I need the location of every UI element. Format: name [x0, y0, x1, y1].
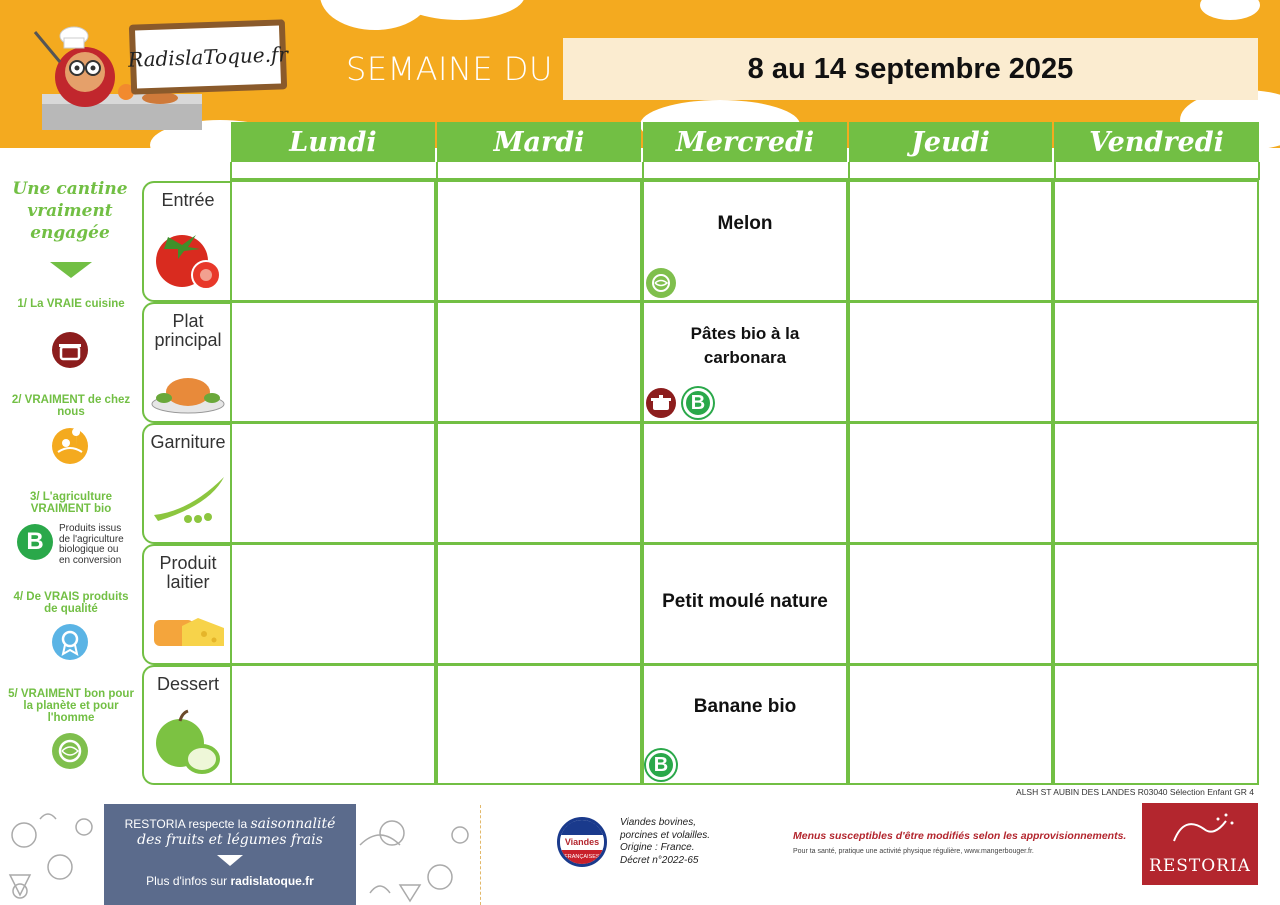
dish-dessert-mercredi: Banane bio — [693, 696, 797, 717]
sidebar-item-chez-nous: 2/ VRAIMENT de chez nous — [11, 394, 131, 418]
menu-cell — [230, 180, 436, 302]
tomato-icon — [154, 225, 224, 291]
local-farm-icon — [52, 428, 88, 464]
day-subheader — [642, 162, 848, 180]
day-header-mardi: Mardi — [437, 122, 641, 162]
planet-icon — [52, 733, 88, 769]
category-label: Dessert — [156, 674, 219, 694]
category-plat-principal — [142, 302, 232, 423]
category-entree — [142, 181, 232, 302]
menu-cell — [1053, 664, 1259, 785]
day-subheader — [848, 162, 1054, 180]
menu-cell — [436, 664, 642, 785]
restoria-emphasis: saisonnalité — [250, 816, 336, 832]
menu-cell — [1053, 422, 1259, 544]
category-label: Entrée — [161, 190, 215, 210]
bio-icon: B — [17, 524, 53, 560]
day-header-lundi: Lundi — [231, 122, 435, 162]
quality-medal-icon — [52, 624, 88, 660]
restoria-text: RESTORIA respecte la — [124, 817, 248, 831]
sidebar-item-vrais-produits: 4/ De VRAIS produits de qualité — [13, 591, 129, 615]
viandes-origin-text: Viandes bovines, porcines et volailles. Origine : France. Décret n°2022-65 — [620, 817, 711, 866]
dish-produit-laitier-mercredi: Petit moulé nature — [662, 591, 828, 612]
day-subheader — [436, 162, 642, 180]
menu-reference: ALSH ST AUBIN DES LANDES R03040 Sélection Enfant GR 4 — [1016, 787, 1254, 797]
menu-cell — [436, 301, 642, 423]
category-dessert — [142, 665, 232, 785]
pot-icon — [52, 332, 88, 368]
day-subheader — [230, 162, 436, 180]
category-garniture — [142, 423, 232, 544]
planet-icon — [646, 268, 676, 298]
green-apple-icon — [152, 709, 222, 775]
menu-cell — [1053, 180, 1259, 302]
category-produit-laitier — [142, 544, 232, 665]
category-label: Garniture — [150, 432, 226, 452]
menu-cell — [642, 422, 848, 544]
green-peas-icon — [150, 471, 230, 527]
arrow-down-icon — [217, 855, 243, 866]
bio-icon: B — [646, 750, 676, 780]
restoria-more-text: Plus d'infos sur — [146, 874, 228, 888]
brand-sign: RadislaToque.fr — [129, 19, 287, 94]
roast-chicken-icon — [150, 368, 226, 416]
restoria-site-link[interactable]: radislatoque.fr — [230, 874, 314, 888]
menu-cell — [848, 301, 1053, 423]
menu-cell — [848, 180, 1053, 302]
sidebar-title: Une cantine vraiment engagée — [12, 179, 128, 243]
menu-cell — [1053, 543, 1259, 665]
restoria-season-box — [104, 804, 356, 905]
health-note: Pour ta santé, pratique une activité physique régulière, www.mangerbouger.fr. — [793, 848, 1034, 855]
restoria-emblem-icon — [1160, 811, 1240, 851]
menu-cell — [230, 543, 436, 665]
restoria-subtitle: des fruits et légumes frais — [137, 832, 323, 848]
arrow-down-icon — [50, 262, 92, 278]
menu-cell — [436, 543, 642, 665]
footer-divider — [480, 805, 483, 905]
day-header-jeudi: Jeudi — [849, 122, 1052, 162]
menus-disclaimer: Menus susceptibles d'être modifiés selon les approvisionnements. — [793, 830, 1127, 842]
menu-cell — [230, 301, 436, 423]
restoria-logo: RESTORIA — [1142, 803, 1258, 885]
dish-entree-mercredi: Melon — [717, 213, 773, 234]
viandes-francaises-logo: Viandes FRANÇAISES — [557, 817, 607, 867]
pot-icon — [646, 388, 676, 418]
dish-plat-mercredi: Pâtes bio à la carbonara — [690, 324, 800, 367]
sidebar-item-planete: 5/ VRAIMENT bon pour la planète et pour l'homme — [8, 688, 134, 724]
category-label: Produit laitier — [159, 553, 217, 592]
category-label: Plat principal — [154, 311, 222, 350]
day-header-vendredi: Vendredi — [1054, 122, 1259, 162]
sidebar-item-agriculture-bio: 3/ L'agriculture VRAIMENT bio — [30, 491, 112, 515]
day-subheader — [1054, 162, 1260, 180]
menu-cell — [230, 422, 436, 544]
menu-cell — [436, 422, 642, 544]
day-header-mercredi: Mercredi — [643, 122, 847, 162]
cheese-icon — [152, 616, 228, 652]
week-label: SEMAINE DU — [346, 50, 553, 88]
menu-cell — [1053, 301, 1259, 423]
week-range: 8 au 14 septembre 2025 — [563, 38, 1258, 100]
menu-cell — [230, 664, 436, 785]
menu-cell — [848, 664, 1053, 785]
menu-cell — [848, 422, 1053, 544]
sidebar-item-vraie-cuisine: 1/ La VRAIE cuisine — [17, 298, 125, 310]
bio-icon: B — [683, 388, 713, 418]
menu-cell — [436, 180, 642, 302]
menu-cell — [848, 543, 1053, 665]
bio-note: Produits issus de l'agriculture biologique ou en conversion — [59, 523, 124, 566]
